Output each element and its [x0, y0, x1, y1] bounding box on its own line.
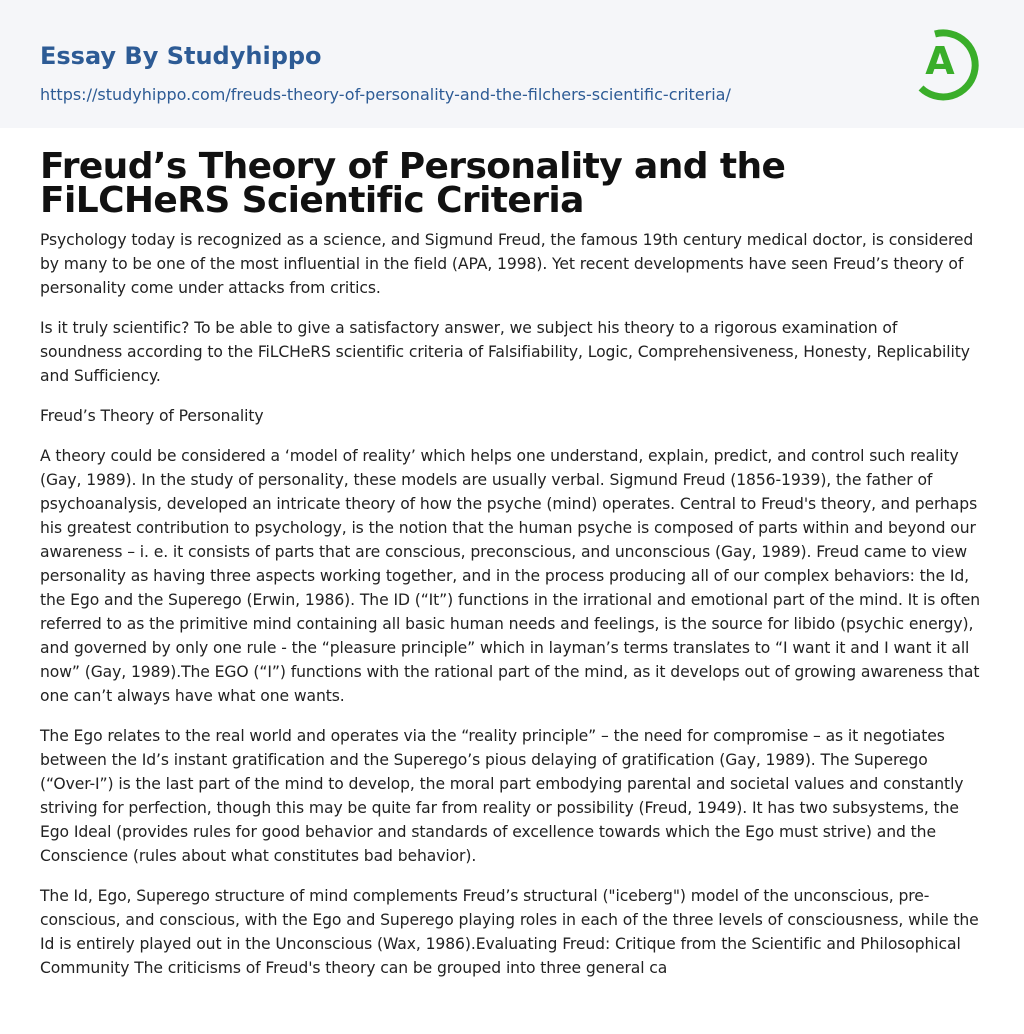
paragraph-question: Is it truly scientific? To be able to give a satisfactory answer, we subject his theory to a rigorous examination of soundness according to the FiLCHeRS scientific criteria of Falsifiability, Logic, Comprehensiveness, Honesty, Replicability and Sufficiency. — [40, 319, 970, 385]
page-header — [0, 0, 1024, 128]
logo-letter: A — [925, 39, 955, 83]
studyhippo-logo-icon[interactable] — [913, 20, 985, 104]
article-title: Freud’s Theory of Personality and the FiLCHeRS Scientific Criteria — [40, 146, 786, 221]
paragraph-ego: The Ego relates to the real world and operates via the “reality principle” – the need for compromise – as it negotiates between the Id’s instant gratification and the Superego’s pious delaying of gratification (Gay, 1989). The Superego (“Over-I”) is the last part of the mind to develop, the moral part embodying parental and societal values and constantly striving for perfection, though this may be quite far from reality or possibility (Freud, 1949). It has two subsystems, the Ego Ideal (provides rules for good behavior and standards of excellence towards which the Ego must strive) and the Conscience (rules about what constitutes bad behavior). — [40, 727, 964, 865]
section-heading: Freud’s Theory of Personality — [40, 407, 264, 425]
article — [40, 146, 984, 996]
essay-url-link[interactable]: https://studyhippo.com/freuds-theory-of-personality-and-the-filchers-scientific-criteria/ — [40, 85, 731, 104]
paragraph-intro: Psychology today is recognized as a science, and Sigmund Freud, the famous 19th century medical doctor, is considered by many to be one of the most influential in the field (APA, 1998). Yet recent developments have seen Freud’s theory of personality come under attacks from critics. — [40, 231, 974, 297]
paragraph-theory: A theory could be considered a ‘model of reality’ which helps one understand, explain, predict, and control such reality (Gay, 1989). In the study of personality, these models are usually verbal. Sigmund Freud (1856-1939), the father of psychoanalysis, developed an intricate theory of how the psyche (mind) operates. Central to Freud's theory, and perhaps his greatest contribution to psychology, is the notion that the human psyche is composed of parts within and beyond our awareness – i. e. it consists of parts that are conscious, preconscious, and unconscious (Gay, 1989). Freud came to view personality as having three aspects working together, and in the process producing all of our complex behaviors: the Id, the Ego and the Superego (Erwin, 1986). The ID (“It”) functions in the irrational and emotional part of the mind. It is often referred to as the primitive mind containing all basic human needs and feelings, is the source for libido (psychic energy), and governed by only one rule - the “pleasure principle” which in layman’s terms translates to “I want it and I want it all now” (Gay, 1989).The EGO (“I”) functions with the rational part of the mind, as it develops out of growing awareness that one can’t always have what one wants. — [40, 447, 981, 705]
site-brand[interactable]: Essay By Studyhippo — [40, 42, 322, 70]
paragraph-structure: The Id, Ego, Superego structure of mind complements Freud’s structural ("iceberg") model of the unconscious, pre-conscious, and conscious, with the Ego and Superego playing roles in each of the three levels of consciousness, while the Id is entirely played out in the Unconscious (Wax, 1986).Evaluating Freud: Critique from the Scientific and Philosophical Community The criticisms of Freud's theory can be grouped into three general ca — [40, 887, 979, 977]
